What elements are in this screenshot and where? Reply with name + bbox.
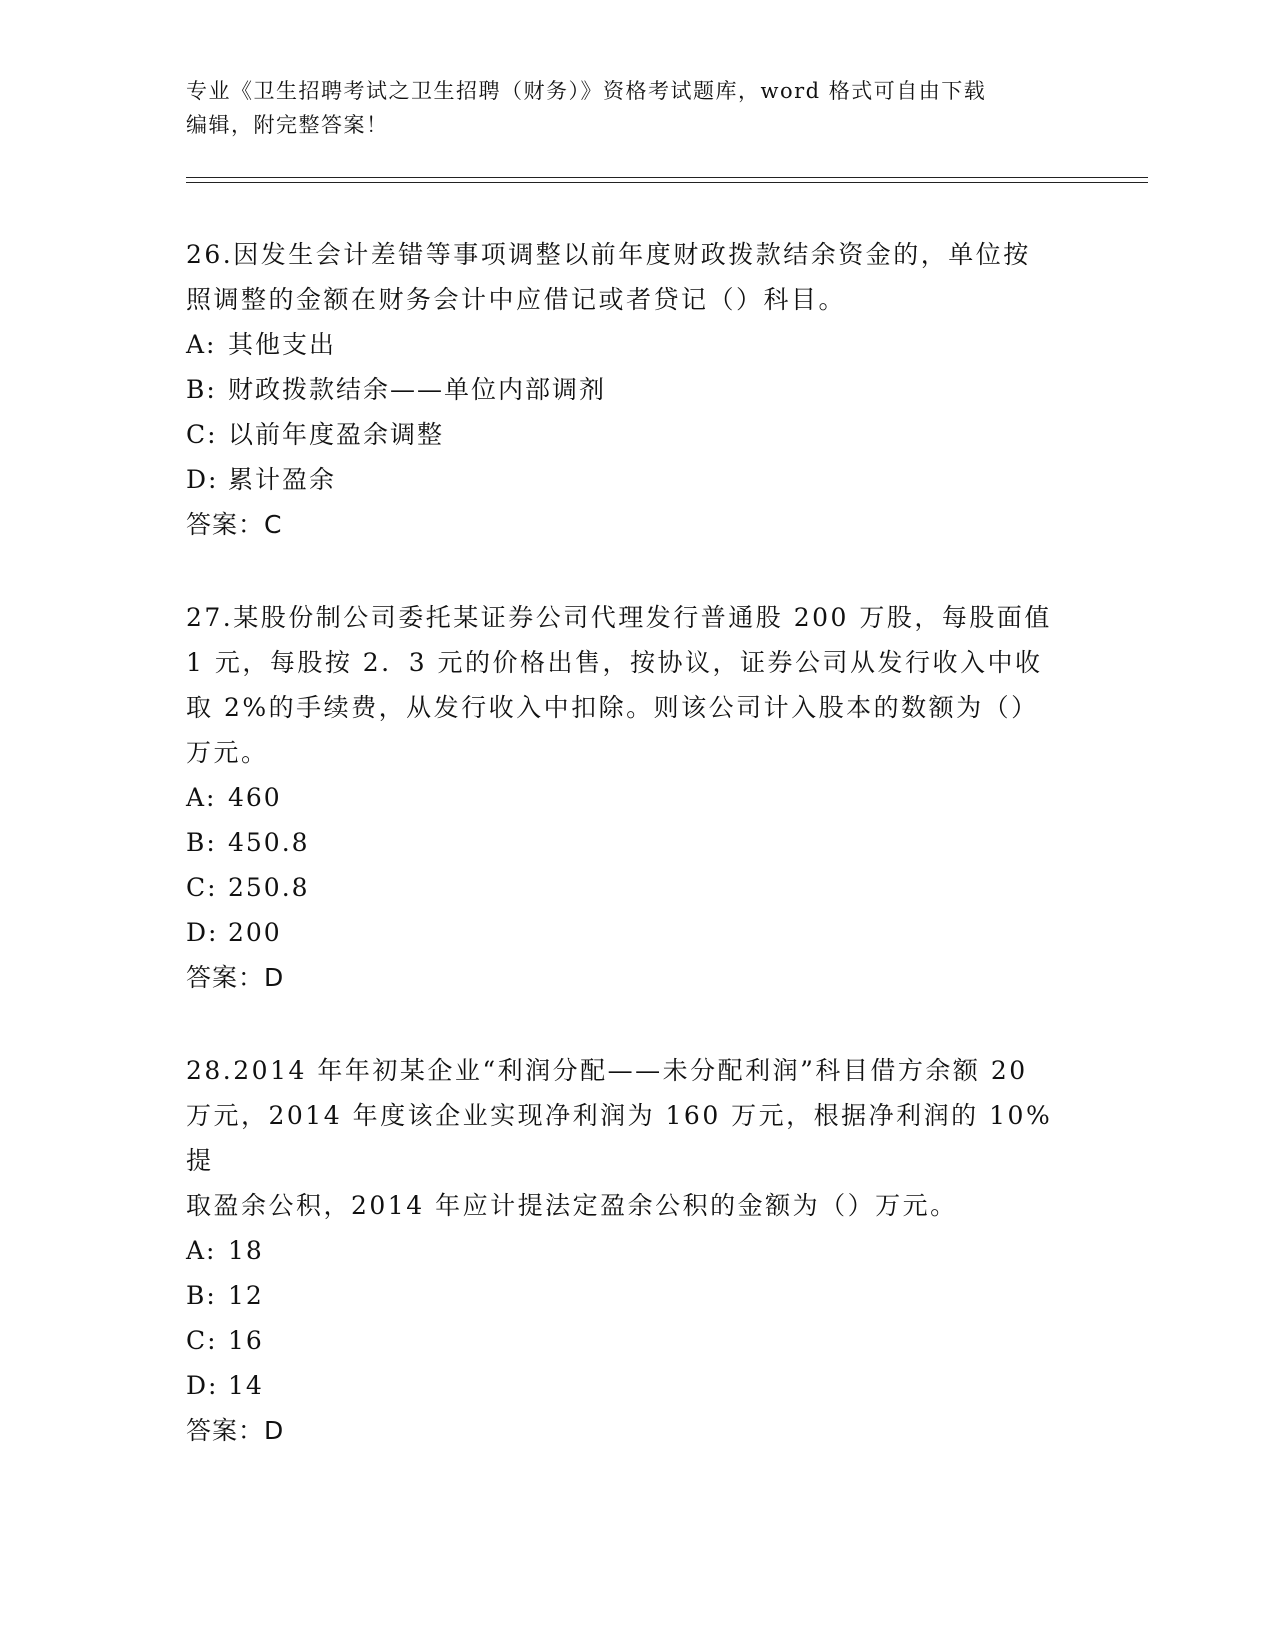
option-letter: C:	[186, 873, 218, 902]
option-letter: C:	[186, 1326, 218, 1355]
answer-label: 答案：D	[186, 1416, 285, 1445]
answer-label: 答案：C	[186, 510, 283, 539]
question-text-line: 26.因发生会计差错等事项调整以前年度财政拨款结余资金的，单位按	[186, 240, 1031, 269]
answer-label: 答案：D	[186, 963, 285, 992]
question-27	[186, 595, 1066, 1000]
option-text: 450.8	[228, 828, 310, 857]
question-text-line: 照调整的金额在财务会计中应借记或者贷记（）科目。	[186, 285, 847, 314]
option-text: 18	[228, 1236, 264, 1265]
question-text-line: 27.某股份制公司委托某证券公司代理发行普通股 200 万股，每股面值	[186, 603, 1052, 632]
option-a	[186, 1228, 1066, 1273]
option-letter: A:	[186, 783, 217, 812]
option-text: 460	[228, 783, 282, 812]
question-text-line: 28.2014 年年初某企业“利润分配——未分配利润”科目借方余额 20	[186, 1056, 1028, 1085]
option-letter: C:	[186, 420, 218, 449]
header-divider-top	[186, 177, 1148, 178]
document-header	[186, 74, 1066, 142]
option-a	[186, 322, 1066, 367]
option-letter: D:	[186, 465, 219, 494]
option-letter: A:	[186, 330, 217, 359]
option-b	[186, 367, 1066, 412]
option-letter: D:	[186, 1371, 219, 1400]
header-divider-bottom	[186, 182, 1148, 183]
option-c	[186, 1318, 1066, 1363]
question-text-line: 1 元，每股按 2．3 元的价格出售，按协议，证券公司从发行收入中收	[186, 648, 1043, 677]
option-letter: B:	[186, 828, 217, 857]
option-text: 14	[228, 1371, 264, 1400]
option-letter: B:	[186, 1281, 217, 1310]
option-letter: A:	[186, 1236, 217, 1265]
option-d	[186, 1363, 1066, 1408]
header-line-1: 专业《卫生招聘考试之卫生招聘（财务）》资格考试题库，word 格式可自由下载	[186, 79, 987, 103]
option-b	[186, 820, 1066, 865]
header-line-2: 编辑，附完整答案！	[186, 113, 389, 137]
question-text-line: 取 2%的手续费，从发行收入中扣除。则该公司计入股本的数额为（）	[186, 693, 1039, 722]
option-d	[186, 910, 1066, 955]
question-28	[186, 1048, 1066, 1453]
option-text: 财政拨款结余——单位内部调剂	[228, 375, 607, 404]
option-b	[186, 1273, 1066, 1318]
option-text: 12	[228, 1281, 264, 1310]
question-text-line: 万元。	[186, 738, 269, 767]
option-text: 200	[228, 918, 282, 947]
option-text: 其他支出	[228, 330, 337, 359]
option-c	[186, 865, 1066, 910]
option-letter: B:	[186, 375, 217, 404]
option-text: 250.8	[228, 873, 310, 902]
option-text: 以前年度盈余调整	[228, 420, 445, 449]
option-a	[186, 775, 1066, 820]
option-letter: D:	[186, 918, 219, 947]
question-26	[186, 232, 1066, 547]
option-c	[186, 412, 1066, 457]
option-text: 16	[228, 1326, 264, 1355]
question-text-line: 万元，2014 年度该企业实现净利润为 160 万元，根据净利润的 10%提	[186, 1101, 1053, 1175]
option-text: 累计盈余	[228, 465, 337, 494]
question-text-line: 取盈余公积，2014 年应计提法定盈余公积的金额为（）万元。	[186, 1191, 958, 1220]
option-d	[186, 457, 1066, 502]
